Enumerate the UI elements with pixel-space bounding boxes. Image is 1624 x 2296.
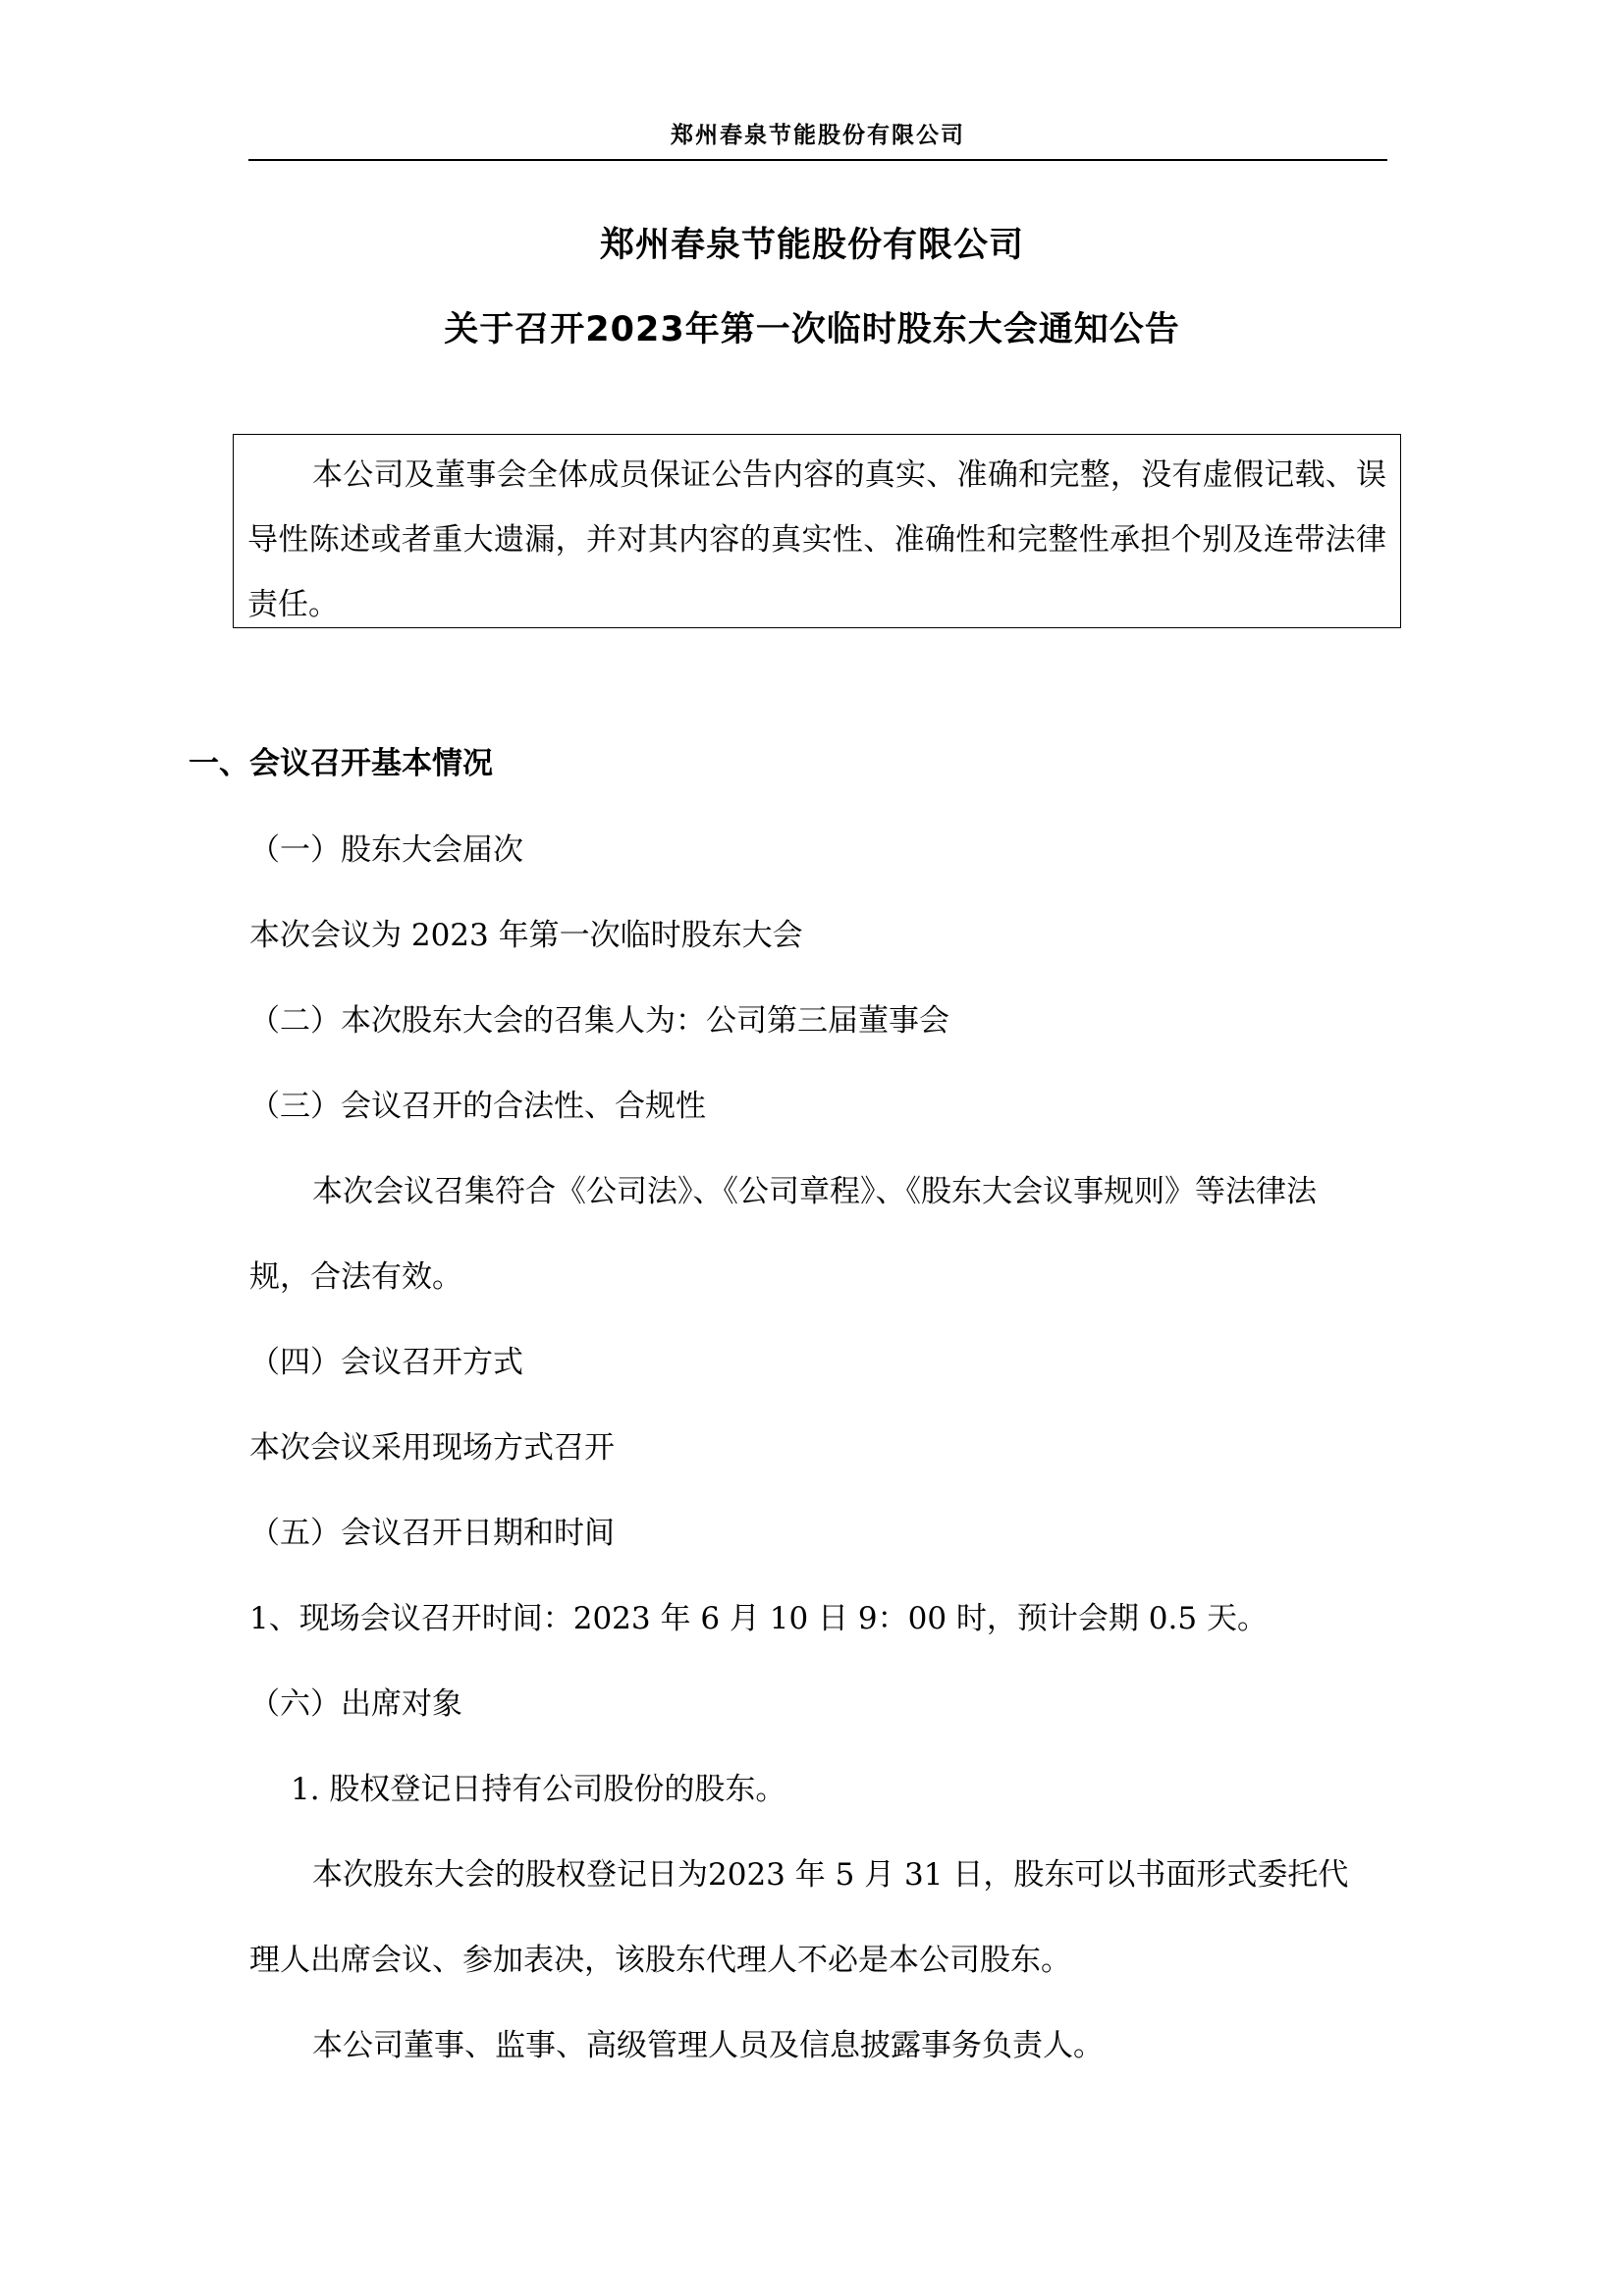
subsection-body-legality-line2: 规，合法有效。 <box>249 1259 462 1295</box>
subsection-body-method: 本次会议采用现场方式召开 <box>249 1430 615 1466</box>
disclaimer-box <box>233 434 1401 628</box>
subsection-heading-session: （一）股东大会届次 <box>249 832 523 868</box>
section-heading-basic-info: 一、会议召开基本情况 <box>189 746 493 781</box>
document-title-company: 郑州春泉节能股份有限公司 <box>599 226 1024 265</box>
subsection-heading-legality: （三）会议召开的合法性、合规性 <box>249 1089 706 1124</box>
subsection-body-record-date-line2: 理人出席会议、参加表决，该股东代理人不必是本公司股东。 <box>249 1943 1071 1978</box>
subsection-body-record-date-line1: 本次股东大会的股权登记日为2023 年 5 月 31 日，股东可以书面形式委托代 <box>312 1857 1349 1893</box>
subsection-heading-convener: （二）本次股东大会的召集人为：公司第三届董事会 <box>249 1003 949 1039</box>
disclaimer-text: 本公司及董事会全体成员保证公告内容的真实、准确和完整，没有虚假记载、误导性陈述或者重大遗漏，并对其内容的真实性、准确性和完整性承担个别及连带法律责任。 <box>247 457 1386 622</box>
page-header <box>248 116 1387 161</box>
subsection-body-legality-line1: 本次会议召集符合《公司法》、《公司章程》、《股东大会议事规则》等法律法 <box>312 1174 1317 1209</box>
subsection-body-officers: 本公司董事、监事、高级管理人员及信息披露事务负责人。 <box>312 2028 1104 2063</box>
subsection-heading-datetime: （五）会议召开日期和时间 <box>249 1516 615 1551</box>
subsection-body-session: 本次会议为 2023 年第一次临时股东大会 <box>249 918 803 953</box>
header-company-name: 郑州春泉节能股份有限公司 <box>671 123 965 148</box>
subsection-body-datetime: 1、现场会议召开时间：2023 年 6 月 10 日 9：00 时，预计会期 0.5 天。 <box>249 1601 1268 1636</box>
document-title-subject: 关于召开2023年第一次临时股东大会通知公告 <box>444 310 1180 349</box>
list-item-shareholders: 1. 股权登记日持有公司股份的股东。 <box>291 1772 786 1807</box>
subsection-heading-attendees: （六）出席对象 <box>249 1686 462 1722</box>
subsection-heading-method: （四）会议召开方式 <box>249 1345 523 1380</box>
